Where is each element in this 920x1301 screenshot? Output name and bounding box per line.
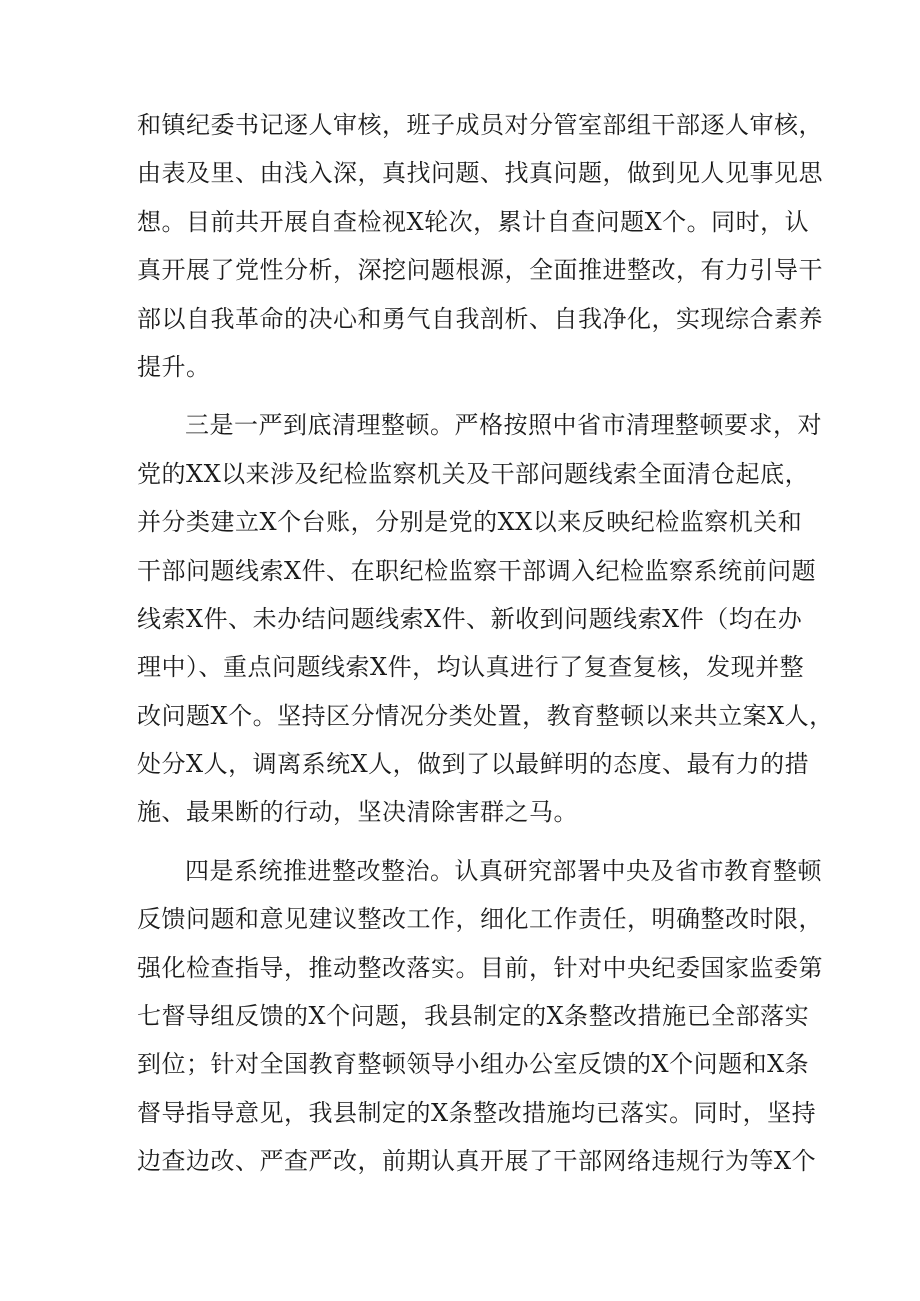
text-line: 改问题X个。坚持区分情况分类处置，教育整顿以来共立案X人， xyxy=(137,701,834,730)
text-line: 四是系统推进整改整治。认真研究部署中央及省市教育整顿 xyxy=(185,856,822,885)
text-line: 督导指导意见，我县制定的X条整改措施均已落实。同时，坚持 xyxy=(137,1098,817,1127)
text-line: 由表及里、由浅入深，真找问题、找真问题，做到见人见事见思 xyxy=(137,159,823,188)
text-line: 施、最果断的行动，坚决清除害群之马。 xyxy=(137,798,578,827)
paragraph-continuation xyxy=(137,101,823,391)
text-line: 反馈问题和意见建议整改工作，细化工作责任，明确整改时限， xyxy=(137,905,823,934)
text-line: 理中）、重点问题线索X件，均认真进行了复查复核，发现并整 xyxy=(137,653,805,682)
text-line: 到位；针对全国教育整顿领导小组办公室反馈的X个问题和X条 xyxy=(137,1050,810,1079)
paragraph-rectification xyxy=(137,847,823,1186)
text-line: 提升。 xyxy=(137,352,211,381)
paragraph-cleanup xyxy=(137,401,834,837)
text-line: 和镇纪委书记逐人审核，班子成员对分管室部组干部逐人审核， xyxy=(137,111,823,139)
paragraph-spacer xyxy=(137,391,797,401)
text-line: 三是一严到底清理整顿。严格按照中省市清理整顿要求，对 xyxy=(185,411,822,440)
text-line: 部以自我革命的决心和勇气自我剖析、自我净化，实现综合素养 xyxy=(137,304,823,333)
text-line: 并分类建立X个台账，分别是党的XX以来反映纪检监察机关和 xyxy=(137,508,803,537)
text-line: 处分X人，调离系统X人，做到了以最鲜明的态度、最有力的措 xyxy=(137,750,810,779)
text-line: 干部问题线索X件、在职纪检监察干部调入纪检监察系统前问题 xyxy=(137,556,817,585)
text-line: 强化检查指导，推动整改落实。目前，针对中央纪委国家监委第 xyxy=(137,953,823,982)
text-line: 边查边改、严查严改，前期认真开展了干部网络违规行为等X个 xyxy=(137,1147,817,1176)
paragraph-spacer xyxy=(137,837,797,847)
text-line: 真开展了党性分析，深挖问题根源，全面推进整改，有力引导干 xyxy=(137,256,823,285)
text-line: 想。目前共开展自查检视X轮次，累计自查问题X个。同时，认 xyxy=(137,207,810,236)
text-line: 线索X件、未办结问题线索X件、新收到问题线索X件（均在办 xyxy=(137,604,803,633)
text-line: 党的XX以来涉及纪检监察机关及干部问题线索全面清仓起底， xyxy=(137,459,810,488)
document-body xyxy=(137,101,834,1186)
text-line: 七督导组反馈的X个问题，我县制定的X条整改措施已全部落实 xyxy=(137,1002,810,1031)
